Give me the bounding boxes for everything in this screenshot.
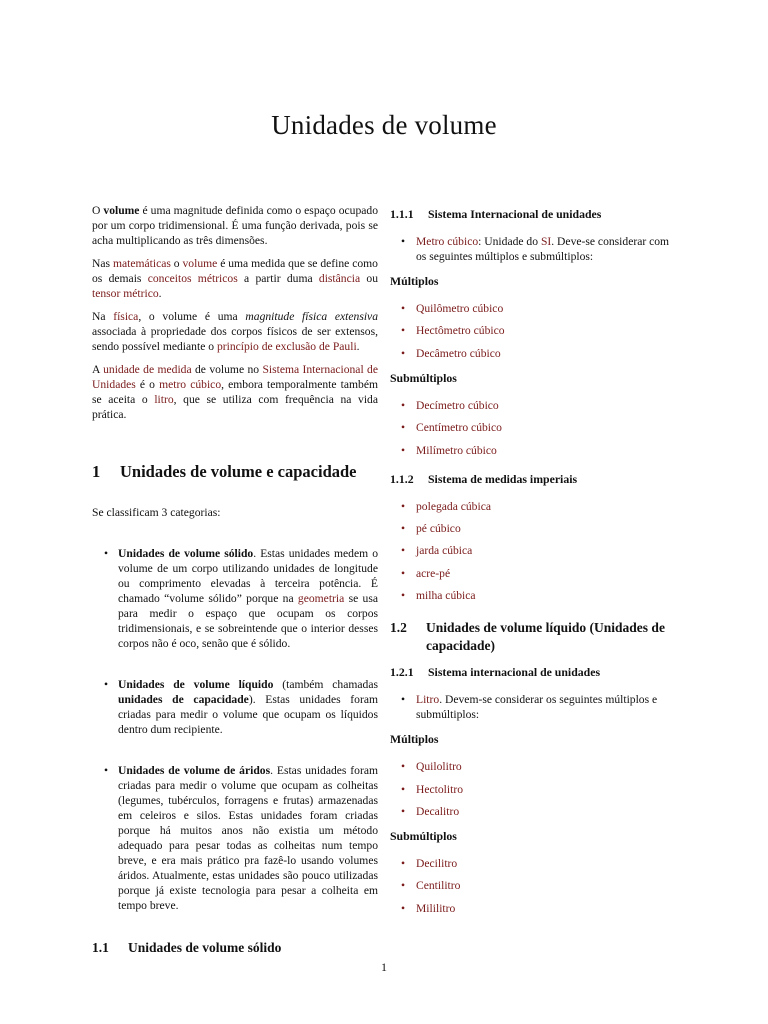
bold-term: Unidades de volume líquido [118,678,274,691]
imperial-list [390,499,678,604]
text: associada à propriedade dos corpos físicos de ser extensos, sendo possível mediante o [92,325,378,353]
link-geometria[interactable]: geometria [297,592,345,605]
list-item[interactable]: • acre-pé [390,566,678,581]
text: . Estas unidades medem o volume de um corpo utilizando unidades de longitude ou comprimento elevadas à terceira potência. É chamado “volume sólido” porque na [118,547,378,605]
list-item[interactable]: • Milímetro cúbico [390,443,678,458]
section-title: Unidades de volume líquido (Unidades de capacidade) [426,620,665,654]
page-number: 1 [381,960,387,974]
section-title: Unidades de volume e capacidade [120,462,357,481]
intro-paragraph-1 [92,203,378,248]
section-heading-1-2-1 [390,665,678,680]
link-conceitos-metricos[interactable]: conceitos métricos [147,272,238,285]
link-litro[interactable]: litro [154,393,174,406]
list-item[interactable]: • jarda cúbica [390,543,678,558]
list-item[interactable]: • Decâmetro cúbico [390,346,678,361]
text: . [158,287,162,300]
link-sistema-internacional[interactable]: Sistema Internacional de Unidades [92,363,378,391]
si-list [390,234,678,264]
list-item[interactable]: • Centilitro [390,878,678,893]
section-number: 1 [92,462,101,481]
link-unidade-de-medida[interactable]: unidade de medida [103,363,192,376]
multiplos-heading: Múltiplos [390,732,439,747]
submultiplos-heading: Submúltiplos [390,370,457,385]
section-number: 1.2.1 [390,665,414,680]
text: A [92,363,104,376]
list-item [92,677,378,737]
section-number: 1.1.2 [390,471,414,486]
category-list [92,546,378,913]
section-heading-1-1-1 [390,207,678,222]
list-item[interactable]: • Hectolitro [390,782,678,797]
bold-term: volume [103,204,140,217]
text: Nas [92,257,113,270]
list-item[interactable]: • Decilitro [390,856,678,871]
link-matematicas[interactable]: matemáticas [112,257,171,270]
text: ou [360,272,379,285]
text: se usa para medir o espaço que ocupam os corpos tridimensionais, e se sobreintende que o interior desses corpos não é oco, senão que é sólido. [118,592,378,650]
section-title: Unidades de volume sólido [128,940,282,955]
section-number: 1.1.1 [390,207,414,221]
text: . Estas unidades foram criadas para medir o volume que ocupam as colheitas (legumes, tubérculos, forragens e frutas) armazenadas em celeiros e silos. Estas unidades foram criadas porque há muitos anos não existia um método adequado para pesar todas as colheitas num tempo breve, e era mais prático pra fazê-lo usando volumes áridos. Atualmente, estas unidades são pouco utilizadas porque já existe tecnologia para pesar a colheita em tempo breve. [118,764,378,912]
list-item [390,234,678,264]
section-heading-1-2 [390,619,678,655]
text: o [170,257,183,270]
link-fisica[interactable]: física [113,310,139,323]
section-heading-1 [92,464,378,479]
section-title: Sistema Internacional de unidades [428,207,602,221]
text: . Deve-se considerar com os seguintes múltiplos e submúltiplos: [416,235,670,263]
list-item[interactable]: • Quilômetro cúbico [390,301,678,316]
section-heading-1-1 [92,939,378,957]
link-si[interactable]: SI [540,235,552,248]
bold-term: Unidades de volume de áridos [118,764,271,777]
list-item [390,692,678,722]
text: , que se utiliza com frequência na vida prática. [92,393,378,421]
list-item[interactable]: • Mililitro [390,901,678,916]
link-volume[interactable]: volume [182,257,218,270]
submultiplos-heading: Submúltiplos [390,828,457,843]
section-number: 1.1 [92,940,109,955]
text: , embora temporalmente também se aceita o [92,378,378,406]
link-litro[interactable]: Litro [416,693,440,707]
text: , o volume é uma [138,310,246,323]
bold-term: Unidades de volume sólido [118,547,254,560]
multiplos-heading: Múltiplos [390,274,439,288]
text: . Devem-se considerar os seguintes múltiplos e submúltiplos: [416,693,658,722]
section-number: 1.2 [390,620,407,636]
list-item[interactable]: • Hectômetro cúbico [390,323,678,338]
right-column [390,203,678,923]
list-item [92,546,378,651]
submultiplos-list [390,856,678,916]
intro-paragraph-4 [92,362,378,422]
left-column [92,203,378,967]
text: é o [135,378,160,391]
multiplos-list [390,759,678,819]
italic-term: magnitude física extensiva [245,310,378,323]
list-item [92,763,378,913]
text: O [92,204,104,217]
text: Na [92,310,114,323]
text: (também chamadas [273,678,378,691]
text: é uma magnitude definida como o espaço ocupado por um corpo tridimensional. É uma função derivada, pois se acha multiplicando as três dimensões. [92,204,378,247]
text: : Unidade do [478,235,541,248]
page-title: Unidades de volume [271,110,497,140]
link-distancia[interactable]: distância [318,272,361,285]
list-item[interactable]: • pé cúbico [390,521,678,536]
intro-paragraph-3 [92,309,378,354]
list-item[interactable]: • Decímetro cúbico [390,398,678,413]
intro-paragraph-2 [92,256,378,301]
list-item[interactable]: • polegada cúbica [390,499,678,514]
litro-list [390,692,678,722]
section-title: Sistema de medidas imperiais [428,471,578,486]
list-item[interactable]: • milha cúbica [390,588,678,603]
multiplos-list [390,301,678,361]
link-principio-exclusao[interactable]: princípio de exclusão de Pauli [216,340,357,353]
link-tensor-metrico[interactable]: tensor métrico [92,287,159,300]
text: é uma medida que se define como os demais [92,257,378,285]
list-item[interactable]: • Quilolitro [390,759,678,774]
submultiplos-list [390,398,678,458]
section-heading-1-1-2 [390,472,678,487]
link-metro-cubico[interactable]: Metro cúbico [416,235,479,248]
text: de volume no [191,363,263,376]
text: ). Estas unidades foram criadas para medir o volume que ocupam os líquidos dentro dum recipiente. [118,693,378,736]
list-item[interactable]: • Decalitro [390,804,678,819]
text: a partir duma [237,272,319,285]
section-title: Sistema internacional de unidades [428,665,601,680]
link-metro-cubico[interactable]: metro cúbico [159,378,222,391]
bold-term: unidades de capacidade [118,693,249,706]
list-item[interactable]: • Centímetro cúbico [390,420,678,435]
text: . [356,340,360,353]
section-lead: Se classificam 3 categorias: [92,506,221,519]
